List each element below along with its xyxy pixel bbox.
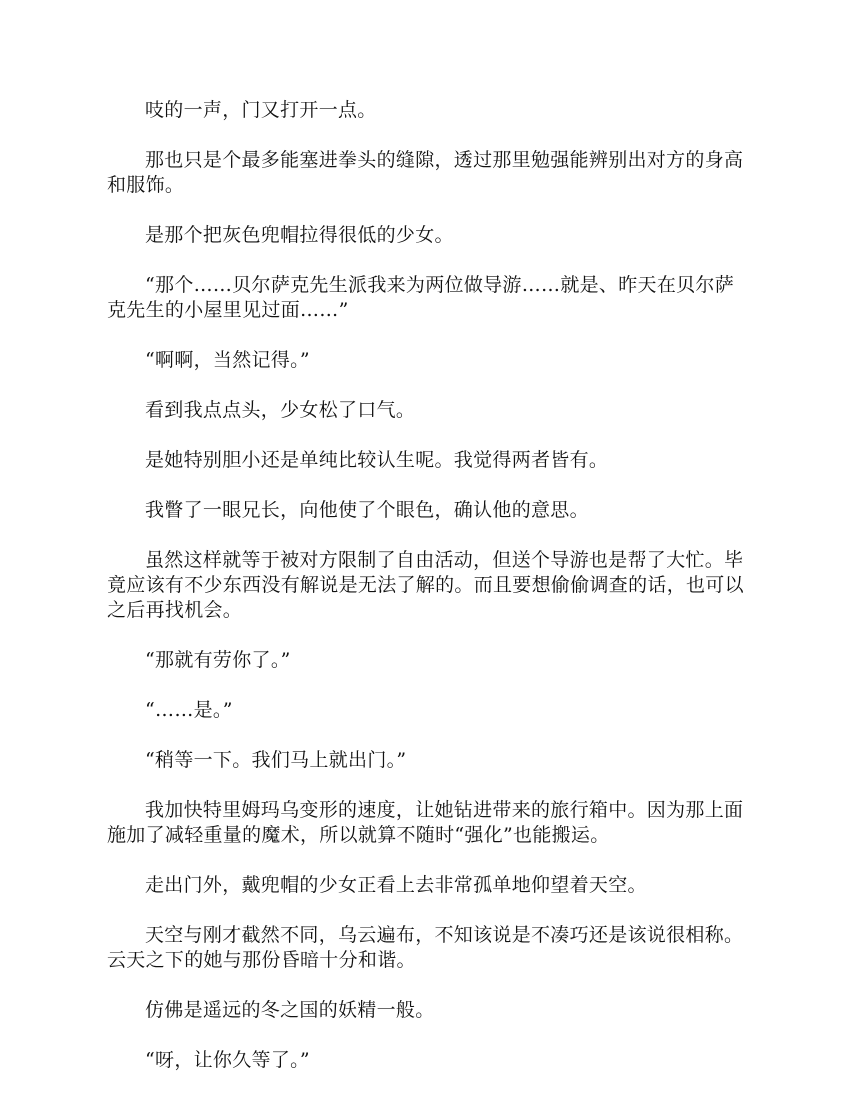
paragraph-15: 天空与刚才截然不同，乌云遍布，不知该说是不凑巧还是该说很相称。云天之下的她与那份昏暗十分和谐。 — [107, 924, 744, 971]
paragraph-16: 仿佛是遥远的冬之国的妖精一般。 — [145, 999, 435, 1021]
paragraph-17: “呀，让你久等了。” — [145, 1049, 310, 1071]
paragraph-12: “稍等一下。我们马上就出门。” — [145, 749, 407, 771]
paragraph-10: “那就有劳你了。” — [145, 649, 291, 671]
paragraph-13: 我加快特里姆玛乌变形的速度，让她钻进带来的旅行箱中。因为那上面施加了减轻重量的魔术，所以就算不随时“强化”也能搬运。 — [107, 799, 744, 846]
paragraph-6: 看到我点点头，少女松了口气。 — [145, 399, 416, 421]
paragraph-14: 走出门外，戴兜帽的少女正看上去非常孤单地仰望着天空。 — [145, 874, 647, 896]
paragraph-9: 虽然这样就等于被对方限制了自由活动，但送个导游也是帮了大忙。毕竟应该有不少东西没有解说是无法了解的。而且要想偷偷调查的话，也可以之后再找机会。 — [107, 549, 744, 621]
paragraph-7: 是她特别胆小还是单纯比较认生呢。我觉得两者皆有。 — [145, 449, 609, 471]
paragraph-11: “……是。” — [145, 699, 233, 721]
paragraph-1: 吱的一声，门又打开一点。 — [145, 99, 377, 121]
paragraph-8: 我瞥了一眼兄长，向他使了个眼色，确认他的意思。 — [145, 499, 589, 521]
paragraph-5: “啊啊，当然记得。” — [145, 349, 310, 371]
paragraph-3: 是那个把灰色兜帽拉得很低的少女。 — [145, 224, 454, 246]
paragraph-4: “那个……贝尔萨克先生派我来为两位做导游……就是、昨天在贝尔萨克先生的小屋里见过面……” — [107, 274, 735, 321]
paragraph-2: 那也只是个最多能塞进拳头的缝隙，透过那里勉强能辨别出对方的身高和服饰。 — [107, 149, 744, 196]
